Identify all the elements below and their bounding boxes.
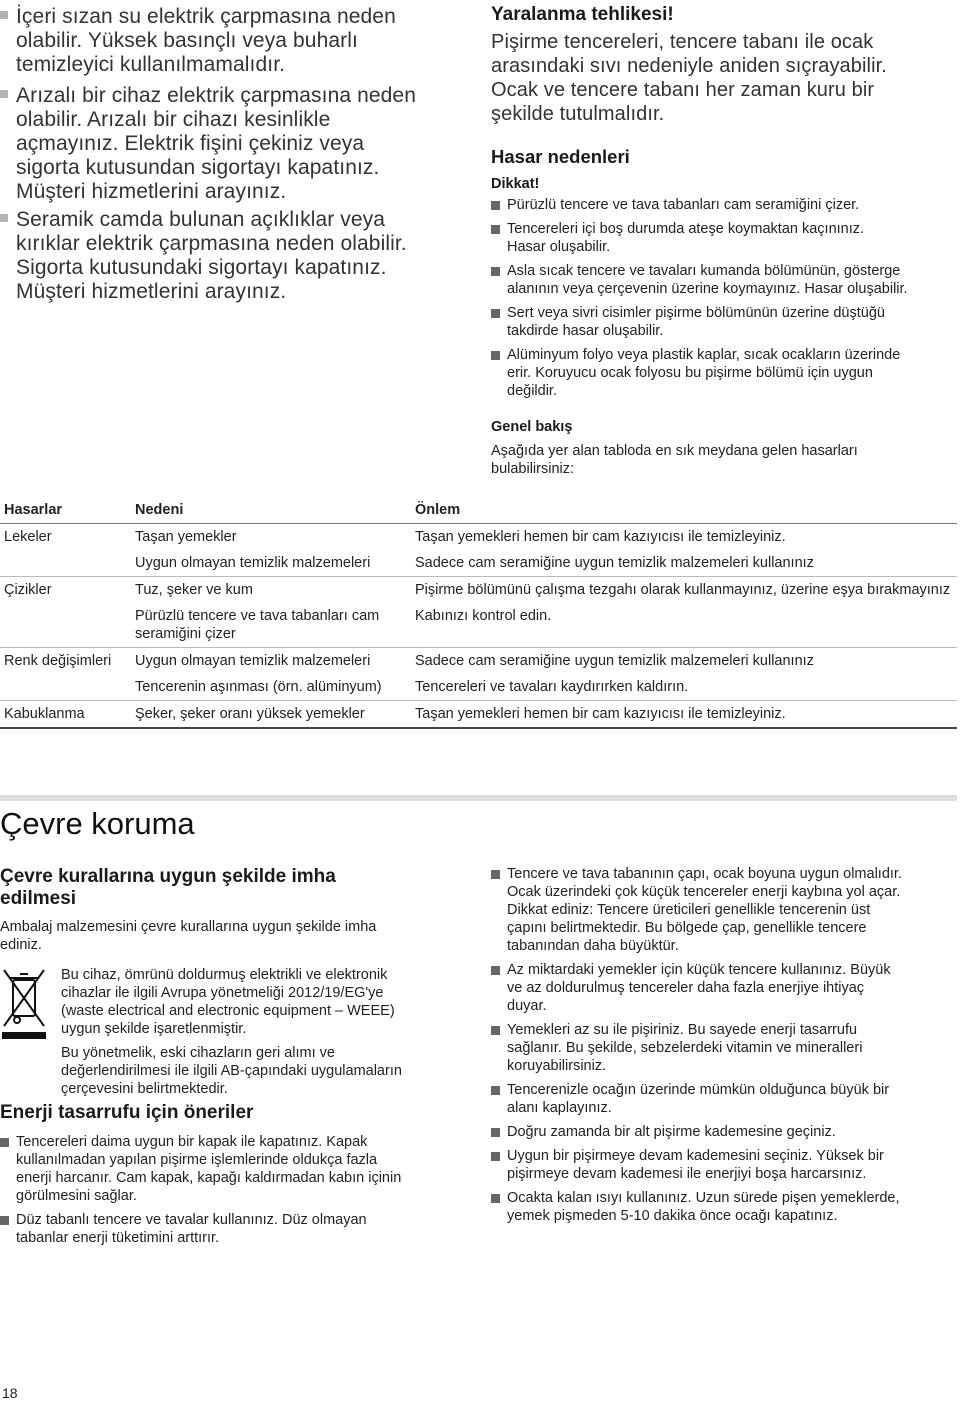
text-line: Ocakta kalan ısıyı kullanınız. Uzun sürede pişen yemeklerde, <box>507 1190 900 1206</box>
text-line: temizleyici kullanılmamalıdır. <box>16 53 286 76</box>
list-item <box>491 262 956 298</box>
bullet-square-icon <box>0 1216 9 1225</box>
text-line: edilmesi <box>0 888 77 909</box>
list-item <box>0 1133 470 1205</box>
table-row <box>0 648 957 675</box>
text-line: İçeri sızan su elektrik çarpmasına neden <box>16 5 396 28</box>
bullet-square-icon <box>491 1026 500 1035</box>
energy-tips-left <box>0 1133 470 1247</box>
disposal-heading <box>0 866 470 910</box>
text-line: Tencerenizle ocağın üzerinde mümkün olduğunca büyük bir <box>507 1082 890 1098</box>
text-line: takdirde hasar oluşabilir. <box>507 323 664 339</box>
text-line: sağlanır. Bu şekilde, sebzelerdeki vitamin ve mineralleri <box>507 1040 863 1056</box>
bullet-square-icon <box>491 201 500 210</box>
text-line: Pişirme tencereleri, tencere tabanı ile ocak <box>491 31 874 53</box>
caution-label: Dikkat! <box>491 176 540 192</box>
text-line: yemek pişmeden 5-10 dakika önce ocağı kapatınız. <box>507 1208 838 1224</box>
text-line: ve az doldurulmuş tencereler daha fazla enerjiye ihtiyaç <box>507 980 865 996</box>
packaging-text <box>0 918 470 954</box>
table-header-row <box>0 497 957 524</box>
text-line: cihazlar ile ilgili Avrupa yönetmeliği 2012/19/EG'ye <box>61 985 384 1001</box>
table-cell: Kabuklanma <box>0 701 131 729</box>
text-line: açmayınız. Elektrik fişini çekiniz veya <box>16 132 365 155</box>
text-line: Müşteri hizmetlerini arayınız. <box>16 280 287 303</box>
text-line: arasındaki sıvı nedeniyle aniden sıçrayabilir. <box>491 55 887 77</box>
table-cell <box>0 550 131 577</box>
overview-text <box>491 442 956 478</box>
bullet-square-icon <box>0 214 8 222</box>
bullet-square-icon <box>491 870 500 879</box>
text-line: çapını belirtmektedir. Bu bölgede çap, genellikle tencere <box>507 920 867 936</box>
table-cell: Tuz, şeker ve kum <box>131 577 411 604</box>
text-line: enerji harcanır. Cam kapak, kapağı kaldırmadan kabın içinin <box>16 1170 402 1186</box>
text-line: koruyabilirsiniz. <box>507 1058 607 1074</box>
table-cell: Taşan yemekleri hemen bir cam kazıyıcısı ile temizleyiniz. <box>411 524 957 551</box>
energy-tips-right <box>491 865 956 1225</box>
bullet-square-icon <box>491 1086 500 1095</box>
damage-causes-heading: Hasar nedenleri <box>491 146 630 167</box>
table-cell: Kabınızı kontrol edin. <box>415 608 552 624</box>
text-line: Asla sıcak tencere ve tavaları kumanda bölümünün, gösterge <box>507 263 901 279</box>
table-row <box>0 550 957 577</box>
safety-bullet <box>0 5 470 77</box>
bullet-square-icon <box>491 351 500 360</box>
table-row <box>0 603 957 648</box>
text-line: Yemekleri az su ile pişiriniz. Bu sayede enerji tasarrufu <box>507 1022 858 1038</box>
weee-crossed-bin-icon <box>0 966 48 1042</box>
table-cell: Taşan yemekler <box>131 524 411 551</box>
list-item <box>491 304 956 340</box>
text-line: Bu yönetmelik, eski cihazların geri alımı ve <box>61 1045 335 1061</box>
text-line: erir. Koruyucu ocak folyosu bu pişirme bölümü için uygun <box>507 365 873 381</box>
text-line: kırıklar elektrik çarpmasına neden olabilir. <box>16 232 407 255</box>
text-line: Ocak ve tencere tabanı her zaman kuru bir <box>491 79 875 101</box>
text-line: Ocak üzerindeki çok küçük tencereler enerji kaybına yol açar. <box>507 884 901 900</box>
table-row <box>0 701 957 729</box>
page-number: 18 <box>2 1385 18 1401</box>
text-line: Dikkat ediniz: Tencere üreticileri genellikle tencerenin üst <box>507 902 871 918</box>
text-line: alanı kaplayınız. <box>507 1100 612 1116</box>
text-line: Çevre kurallarına uygun şekilde imha <box>0 866 336 887</box>
overview-heading: Genel bakış <box>491 419 573 435</box>
table-cell: Taşan yemekleri hemen bir cam kazıyıcısı ile temizleyiniz. <box>411 701 957 729</box>
bullet-square-icon <box>0 90 8 98</box>
text-line: Tencereleri daima uygun bir kapak ile kapatınız. Kapak <box>16 1134 368 1150</box>
text-line: kullanılmadan yapılan pişirme işlemlerinde oldukça fazla <box>16 1152 378 1168</box>
table-cell: Şeker, şeker oranı yüksek yemekler <box>131 701 411 729</box>
table-cell: Sadece cam seramiğine uygun temizlik malzemeleri kullanınız <box>415 555 814 571</box>
table-row <box>0 674 957 701</box>
text-line: Alüminyum folyo veya plastik kaplar, sıcak ocakların üzerinde <box>507 347 901 363</box>
weee-text-1 <box>61 966 471 1038</box>
text-line: pişirmeye devam kademesi ile enerjiyi boşa harcarsınız. <box>507 1166 867 1182</box>
text-line: uygun şekilde işaretlenmiştir. <box>61 1021 247 1037</box>
text-line: tabanından daha büyüktür. <box>507 938 679 954</box>
text-line: Uygun bir pişirmeye devam kademesini seçiniz. Yüksek bir <box>507 1148 884 1164</box>
safety-bullet <box>0 84 470 204</box>
text-line: duyar. <box>507 998 547 1014</box>
list-item <box>491 1021 956 1075</box>
text-line: alanının veya çerçevenin üzerine koymayınız. Hasar oluşabilir. <box>507 281 908 297</box>
list-item <box>491 1147 956 1183</box>
table-row <box>0 524 957 551</box>
damage-causes-list <box>491 196 956 400</box>
table-row <box>0 577 957 604</box>
text-line: değerlendirilmesi ile ilgili AB-çapındaki uygulamaların <box>61 1063 402 1079</box>
bullet-square-icon <box>491 1152 500 1161</box>
table-cell: Sadece cam seramiğine uygun temizlik malzemeleri kullanınız <box>411 648 957 675</box>
list-item <box>491 865 956 955</box>
column-header: Önlem <box>411 497 957 524</box>
text-line: Sigorta kutusundaki sigortayı kapatınız. <box>16 256 387 279</box>
text-line: Tencereleri içi boş durumda ateşe koymaktan kaçınınız. <box>507 221 865 237</box>
text-line: olabilir. Arızalı bir cihazı kesinlikle <box>16 108 331 131</box>
energy-heading: Enerji tasarrufu için öneriler <box>0 1102 254 1123</box>
section-divider <box>0 795 957 801</box>
table-cell <box>0 674 131 701</box>
text-line: Düz tabanlı tencere ve tavalar kullanınız. Düz olmayan <box>16 1212 367 1228</box>
list-item <box>491 1123 956 1141</box>
text-line: Seramik camda bulunan açıklıklar veya <box>16 208 386 231</box>
bullet-square-icon <box>491 225 500 234</box>
table-cell: Uygun olmayan temizlik malzemeleri <box>131 648 411 675</box>
text-line: görülmesini sağlar. <box>16 1188 137 1204</box>
table-cell: Renk değişimleri <box>0 648 131 675</box>
text-line: Bu cihaz, ömrünü doldurmuş elektrikli ve elektronik <box>61 967 388 983</box>
list-item <box>491 346 956 400</box>
list-item <box>491 961 956 1015</box>
list-item <box>0 1211 470 1247</box>
text-line: şekilde tutulmalıdır. <box>491 103 665 125</box>
table-cell: Lekeler <box>0 524 131 551</box>
weee-text-2 <box>61 1044 471 1098</box>
table-cell: Uygun olmayan temizlik malzemeleri <box>135 555 371 571</box>
text-line: olabilir. Yüksek basınçlı veya buharlı <box>16 29 358 52</box>
text-line: değildir. <box>507 383 557 399</box>
text-line: Pürüzlü tencere ve tava tabanları cam seramiğini çizer. <box>507 197 860 213</box>
bullet-square-icon <box>491 1128 500 1137</box>
text-line: tabanlar enerji tüketimini arttırır. <box>16 1230 220 1246</box>
text-line: Tencere ve tava tabanının çapı, ocak boyuna uygun olmalıdır. <box>507 866 902 882</box>
section-title: Çevre koruma <box>0 806 195 841</box>
bullet-square-icon <box>0 11 8 19</box>
text-line: Sert veya sivri cisimler pişirme bölümünün üzerine düştüğü <box>507 305 885 321</box>
text-line: bulabilirsiniz: <box>491 461 575 477</box>
text-line: sigorta kutusundan sigortayı kapatınız. <box>16 156 380 179</box>
safety-bullet <box>0 208 470 304</box>
bullet-square-icon <box>491 309 500 318</box>
damage-table <box>0 497 957 729</box>
list-item <box>491 1081 956 1117</box>
text-line: (waste electrical and electronic equipment – WEEE) <box>61 1003 395 1019</box>
env-section-left <box>0 806 470 1247</box>
text-line: ediniz. <box>0 937 42 953</box>
weee-block <box>0 966 470 1106</box>
table-cell: Tencerenin aşınması (örn. alüminyum) <box>135 679 382 695</box>
table-cell: Tencereleri ve tavaları kaydırırken kaldırın. <box>415 679 689 695</box>
injury-warning-heading: Yaralanma tehlikesi! <box>491 4 674 25</box>
injury-warning-text <box>491 30 956 126</box>
text-line: Doğru zamanda bir alt pişirme kademesine geçiniz. <box>507 1124 836 1140</box>
bullet-square-icon <box>491 267 500 276</box>
table-cell: Çizikler <box>0 577 131 604</box>
bullet-square-icon <box>0 1138 9 1147</box>
table-cell: Pürüzlü tencere ve tava tabanları cam seramiğini çizer <box>135 608 380 642</box>
list-item <box>491 220 956 256</box>
column-header: Nedeni <box>131 497 411 524</box>
bullet-square-icon <box>491 1194 500 1203</box>
text-line: Arızalı bir cihaz elektrik çarpmasına neden <box>16 84 416 107</box>
text-line: Ambalaj malzemesini çevre kurallarına uygun şekilde imha <box>0 919 377 935</box>
bullet-square-icon <box>491 966 500 975</box>
list-item <box>491 196 956 214</box>
text-line: Az miktardaki yemekler için küçük tencere kullanınız. Büyük <box>507 962 891 978</box>
table-cell <box>0 603 131 648</box>
text-line: çerçevesini belirtmektedir. <box>61 1081 228 1097</box>
column-header: Hasarlar <box>0 497 131 524</box>
text-line: Aşağıda yer alan tabloda en sık meydana gelen hasarları <box>491 443 858 459</box>
table-cell: Pişirme bölümünü çalışma tezgahı olarak kullanmayınız, üzerine eşya bırakmayınız <box>411 577 957 604</box>
text-line: Hasar oluşabilir. <box>507 239 611 255</box>
list-item <box>491 1189 956 1225</box>
right-column-top <box>491 3 956 478</box>
text-line: Müşteri hizmetlerini arayınız. <box>16 180 287 203</box>
